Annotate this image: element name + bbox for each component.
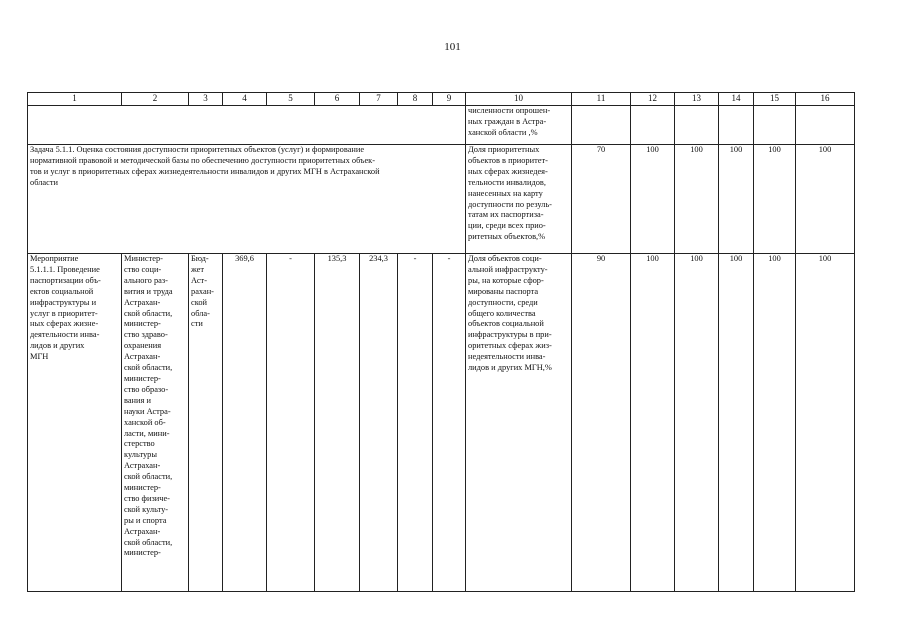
measure-value-col5: -	[267, 254, 315, 592]
column-header-3: 3	[189, 93, 223, 106]
measure-funding-source: Бюд- жет Аст- рахан- ской обла- сти	[189, 254, 223, 592]
program-table	[27, 92, 855, 592]
measure-value-col13: 100	[675, 254, 719, 592]
column-header-14: 14	[719, 93, 754, 106]
column-header-9: 9	[433, 93, 466, 106]
column-header-2: 2	[122, 93, 189, 106]
column-header-1: 1	[28, 93, 122, 106]
task-indicator-text: Доля приоритетных объектов в приоритет- ных сферах жизнедея- тельности инвалидов, нанесенных на карту доступности по резуль- татам их паспортиза- ции, среди всех прио- ритетных объектов,%	[466, 145, 572, 254]
continuation-indicator-text: численности опрошен- ных граждан в Астра- ханской области ,%	[466, 106, 572, 145]
measure-row	[28, 254, 855, 592]
column-header-4: 4	[223, 93, 267, 106]
measure-value-col15: 100	[754, 254, 796, 592]
continuation-empty-cell	[28, 106, 466, 145]
measure-title: Мероприятие 5.1.1.1. Проведение паспортизации объ- ектов социальной инфраструктуры и услуг в приоритет- ных сферах жизне- деятельности инва- лидов и других МГН	[28, 254, 122, 592]
task-value-col14: 100	[719, 145, 754, 254]
column-header-7: 7	[360, 93, 398, 106]
empty-cell	[675, 106, 719, 145]
measure-value-col16: 100	[796, 254, 855, 592]
measure-value-col11: 90	[572, 254, 631, 592]
column-header-13: 13	[675, 93, 719, 106]
page-number: 101	[444, 41, 461, 53]
measure-value-col14: 100	[719, 254, 754, 592]
continuation-row	[28, 106, 855, 145]
empty-cell	[631, 106, 675, 145]
column-header-8: 8	[398, 93, 433, 106]
measure-indicator-text: Доля объектов соци- альной инфраструкту- ры, на которые сфор- мированы паспорта доступности, среди общего количества объектов социальной инфраструктуры в при- оритетных сферах жиз- недеятельности инва- лидов и других МГН,%	[466, 254, 572, 592]
column-header-6: 6	[315, 93, 360, 106]
column-header-11: 11	[572, 93, 631, 106]
column-header-15: 15	[754, 93, 796, 106]
measure-value-col9: -	[433, 254, 466, 592]
task-row	[28, 145, 855, 254]
empty-cell	[572, 106, 631, 145]
empty-cell	[796, 106, 855, 145]
measure-value-col8: -	[398, 254, 433, 592]
measure-executor: Министер- ство соци- ального раз- вития и труда Астрахан- ской области, министер- ство здраво- охранения Астрахан- ской области, министер- ство образо- вания и науки Астра- ханской об- ласти, мини- стерство культуры Астрахан- ской области, министер- ство физиче- ской культу- ры и спорта Астрахан- ской области, министер-	[122, 254, 189, 592]
column-header-5: 5	[267, 93, 315, 106]
measure-value-col12: 100	[631, 254, 675, 592]
task-value-col12: 100	[631, 145, 675, 254]
measure-value-col6: 135,3	[315, 254, 360, 592]
measure-total: 369,6	[223, 254, 267, 592]
measure-value-col7: 234,3	[360, 254, 398, 592]
task-value-col16: 100	[796, 145, 855, 254]
empty-cell	[754, 106, 796, 145]
empty-cell	[719, 106, 754, 145]
column-header-10: 10	[466, 93, 572, 106]
column-header-12: 12	[631, 93, 675, 106]
task-value-col11: 70	[572, 145, 631, 254]
column-header-16: 16	[796, 93, 855, 106]
task-description: Задача 5.1.1. Оценка состояния доступности приоритетных объектов (услуг) и формирование нормативной правовой и методической базы по обеспечению доступности приоритетных объек- тов и услуг в приоритетных сферах жизнедеятельности инвалидов и других МГН в Астраханской области	[28, 145, 466, 254]
task-value-col13: 100	[675, 145, 719, 254]
header-row	[28, 93, 855, 106]
task-value-col15: 100	[754, 145, 796, 254]
